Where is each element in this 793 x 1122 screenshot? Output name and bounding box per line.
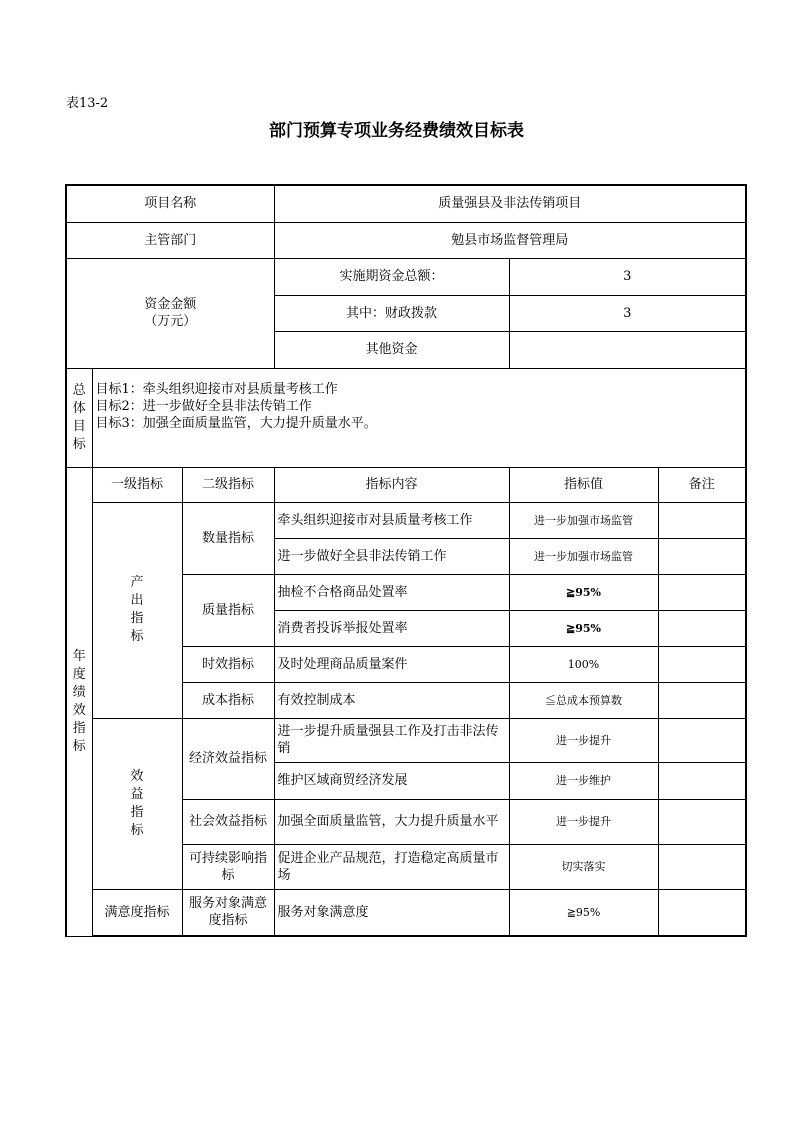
header-level2: 二级指标 [182, 467, 274, 502]
economic-indicator: 经济效益指标 [182, 718, 274, 799]
header-level1: 一级指标 [92, 467, 182, 502]
indicator-note [658, 799, 746, 844]
indicator-content: 维护区域商贸经济发展 [274, 762, 509, 799]
indicator-content: 加强全面质量监管，大力提升质量水平 [274, 799, 509, 844]
goal-item: 目标3：加强全面质量监管，大力提升质量水平。 [95, 415, 377, 431]
total-funds-label: 实施期资金总额： [274, 258, 509, 295]
funds-label: 资金金额 [144, 297, 197, 312]
dept-label: 主管部门 [66, 222, 274, 258]
timeliness-indicator: 时效指标 [182, 646, 274, 682]
indicator-note [658, 718, 746, 762]
annual-indicators-label-cell [66, 467, 92, 936]
indicator-value: ≧95% [509, 574, 658, 610]
project-name-label: 项目名称 [66, 185, 274, 222]
output-indicator-label: 产出指标 [130, 575, 144, 644]
indicator-note [658, 646, 746, 682]
indicator-content: 及时处理商品质量案件 [274, 646, 509, 682]
goals-label-cell [66, 368, 92, 467]
quantity-indicator: 数量指标 [182, 502, 274, 574]
indicator-note [658, 844, 746, 889]
indicator-note [658, 502, 746, 538]
indicator-note [658, 538, 746, 574]
indicator-value: 进一步加强市场监管 [509, 538, 658, 574]
social-indicator: 社会效益指标 [182, 799, 274, 844]
funds-unit: （万元） [144, 314, 197, 329]
indicator-content: 有效控制成本 [274, 682, 509, 718]
dept-value: 勉县市场监督管理局 [274, 222, 746, 258]
indicator-value: 100% [509, 646, 658, 682]
indicator-value: 进一步提升 [509, 799, 658, 844]
fiscal-funds-label: 其中：财政拨款 [274, 295, 509, 331]
service-satisfaction-indicator: 服务对象满意度指标 [182, 889, 274, 936]
goal-item: 目标1：牵头组织迎接市对县质量考核工作 [95, 381, 338, 397]
indicator-note [658, 574, 746, 610]
header-value: 指标值 [509, 467, 658, 502]
satisfaction-indicator: 满意度指标 [92, 889, 182, 936]
effect-indicator-label: 效益指标 [130, 768, 144, 838]
other-funds-label: 其他资金 [274, 331, 509, 368]
goals-label: 总体目标 [72, 382, 86, 452]
project-name-value: 质量强县及非法传销项目 [274, 185, 746, 222]
header-note: 备注 [658, 467, 746, 502]
cost-indicator: 成本指标 [182, 682, 274, 718]
annual-indicators-label: 年度绩效指标 [72, 648, 86, 754]
indicator-value: 切实落实 [509, 844, 658, 889]
indicator-content: 牵头组织迎接市对县质量考核工作 [274, 502, 509, 538]
total-funds-value: 3 [509, 258, 746, 295]
indicator-content: 促进企业产品规范，打造稳定高质量市场 [274, 844, 509, 889]
indicator-value: 进一步维护 [509, 762, 658, 799]
performance-target-table [65, 184, 747, 937]
indicator-content: 进一步做好全县非法传销工作 [274, 538, 509, 574]
indicator-note [658, 762, 746, 799]
indicator-value: 进一步提升 [509, 718, 658, 762]
fiscal-funds-value: 3 [509, 295, 746, 331]
other-funds-value [509, 331, 746, 368]
sustainable-indicator: 可持续影响指标 [182, 844, 274, 889]
effect-indicator-cell [92, 718, 182, 889]
indicator-note [658, 682, 746, 718]
indicator-value: ≧95% [509, 610, 658, 646]
indicator-content: 消费者投诉举报处置率 [274, 610, 509, 646]
indicator-content: 进一步提升质量强县工作及打击非法传销 [274, 718, 509, 762]
goals-content [92, 368, 746, 467]
goal-item: 目标2：进一步做好全县非法传销工作 [95, 398, 312, 414]
indicator-value: 进一步加强市场监管 [509, 502, 658, 538]
table-number: 表13-2 [66, 96, 109, 111]
indicator-content: 服务对象满意度 [274, 889, 509, 936]
quality-indicator: 质量指标 [182, 574, 274, 646]
indicator-content: 抽检不合格商品处置率 [274, 574, 509, 610]
header-content: 指标内容 [274, 467, 509, 502]
indicator-note [658, 610, 746, 646]
page-title: 部门预算专项业务经费绩效目标表 [269, 121, 524, 141]
indicator-value: ≦总成本预算数 [509, 682, 658, 718]
indicator-note [658, 889, 746, 936]
indicator-value: ≧95% [509, 889, 658, 936]
funds-label-cell [66, 258, 274, 368]
output-indicator-cell [92, 502, 182, 718]
